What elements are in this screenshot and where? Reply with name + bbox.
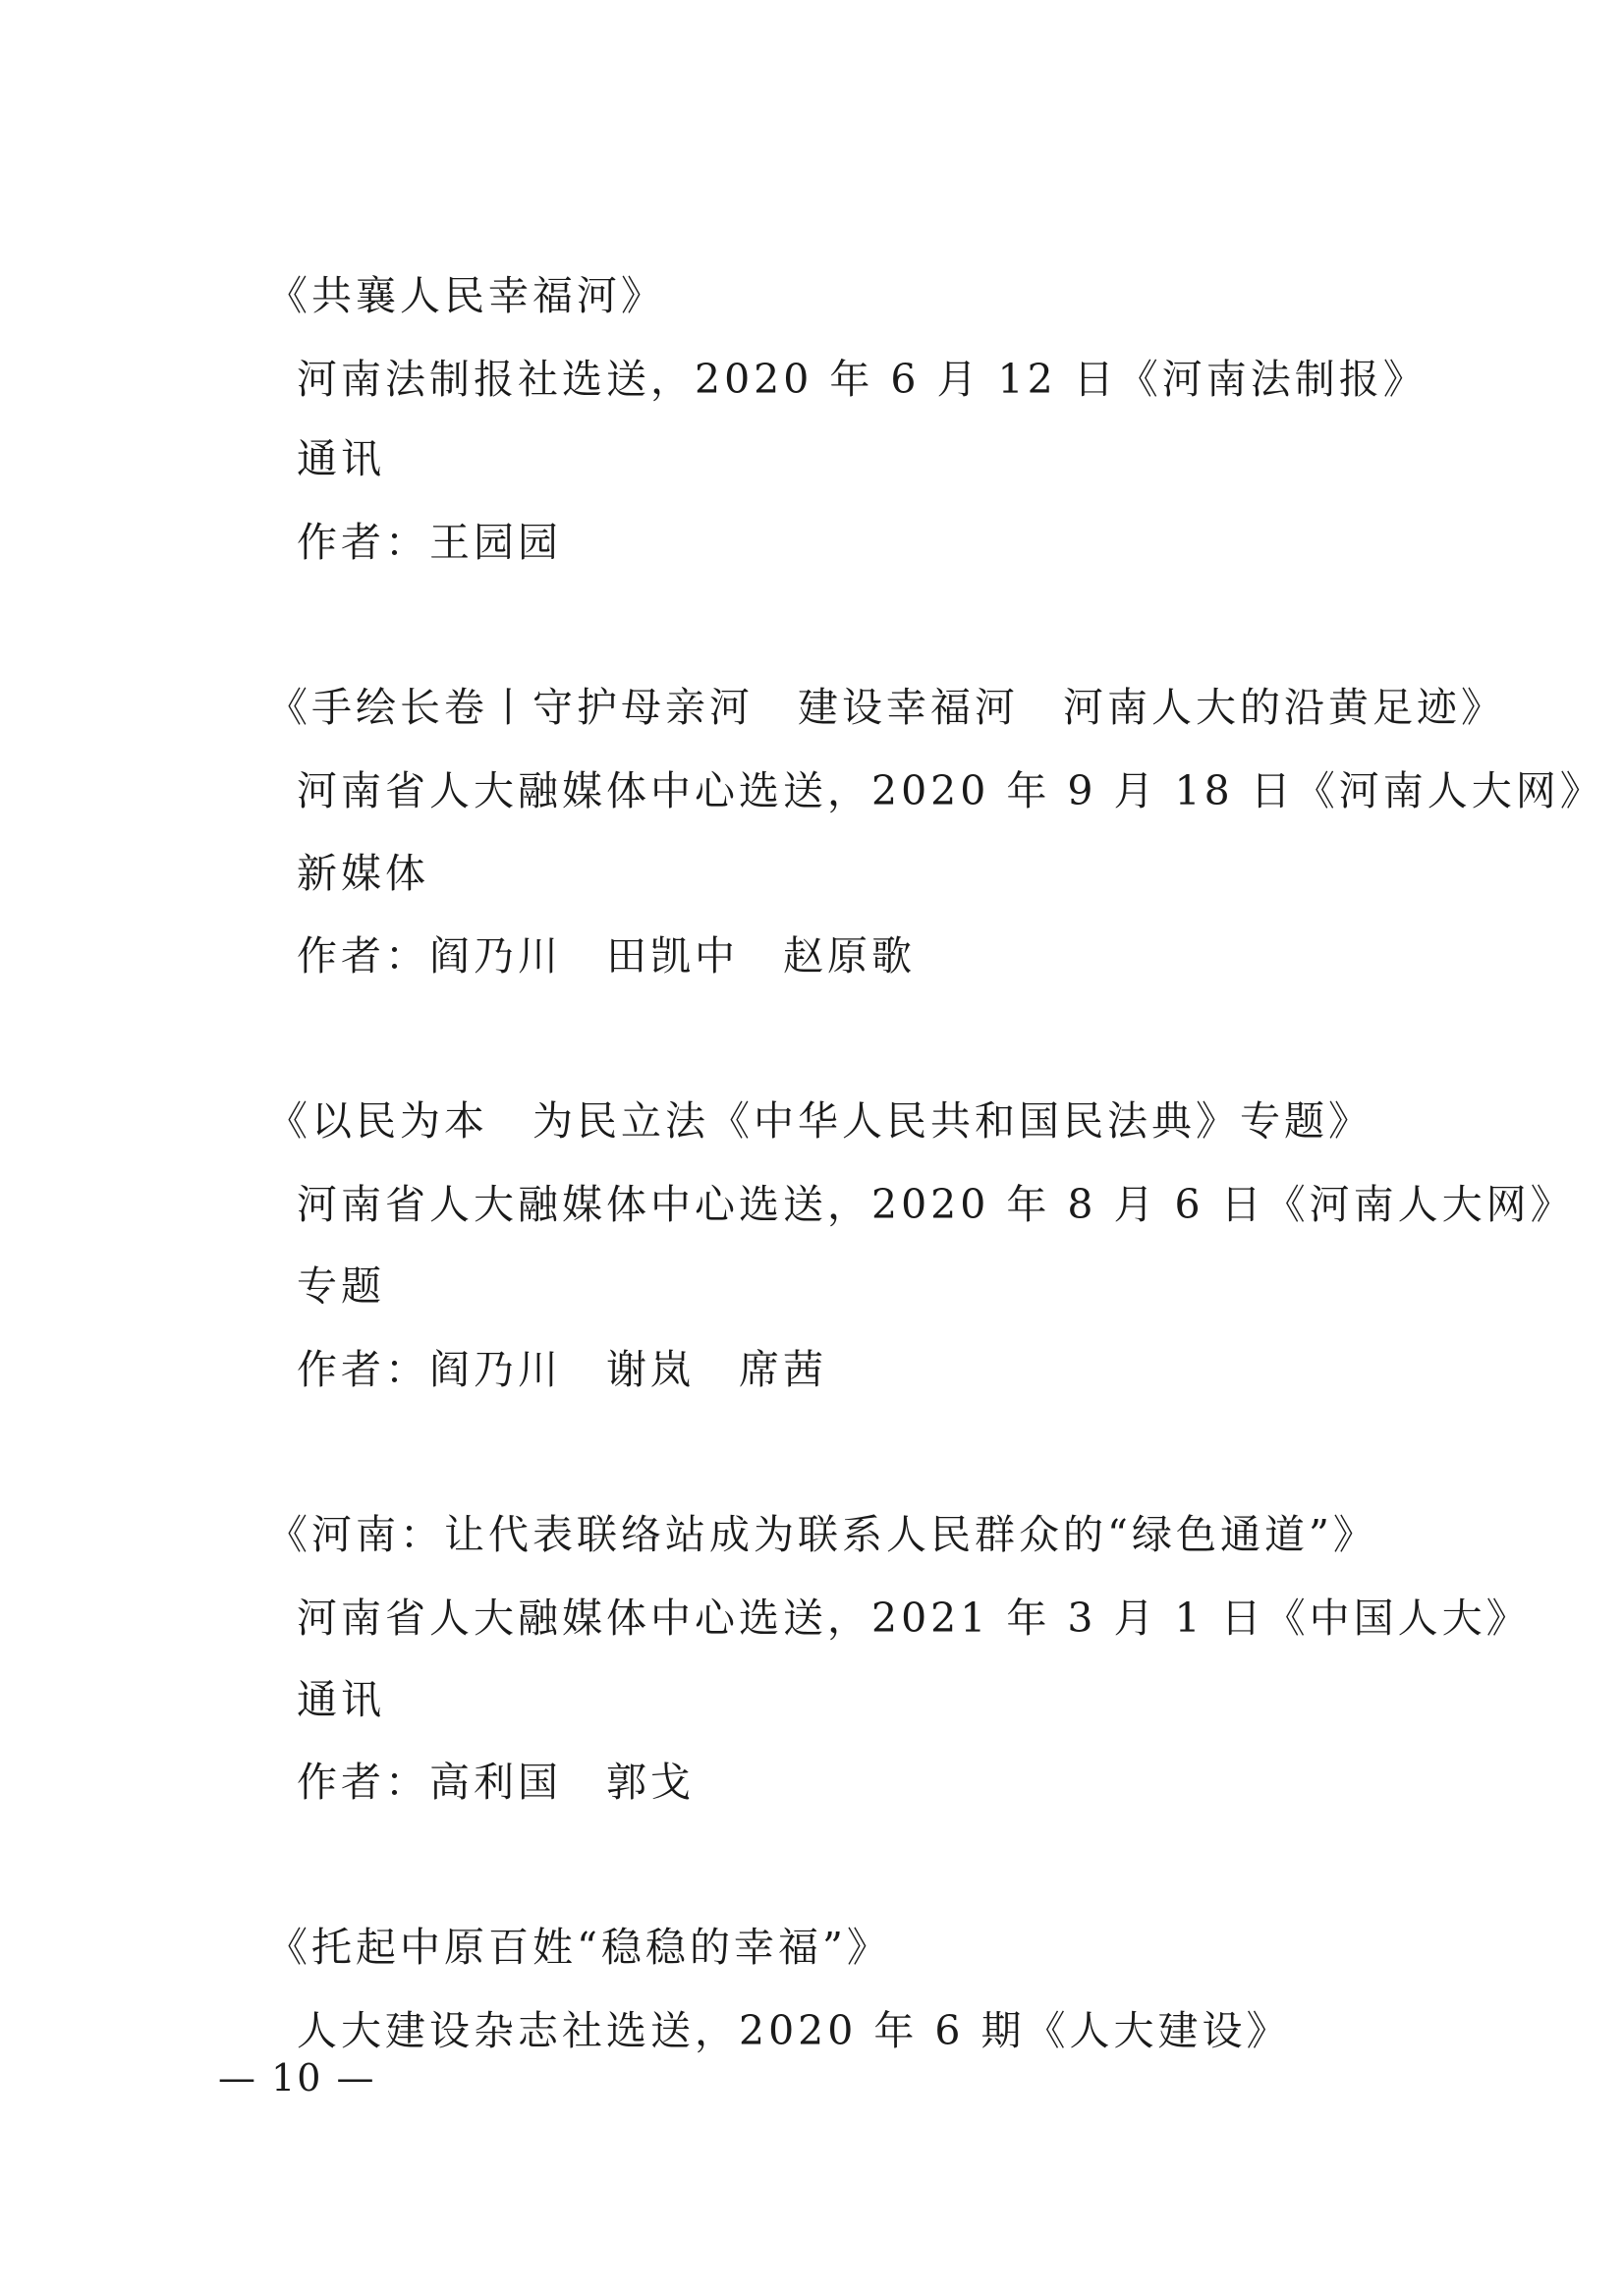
entry-authors: 作者：王园园 [297, 519, 562, 566]
entry-title: 《手绘长卷丨守护母亲河 建设幸福河 河南人大的沿黄足迹》 [267, 684, 1505, 731]
entry-source: 河南法制报社选送，2020 年 6 月 12 日《河南法制报》 [297, 356, 1428, 403]
entry-title: 《共襄人民幸福河》 [267, 272, 665, 319]
entry-source: 河南省人大融媒体中心选送，2020 年 8 月 6 日《河南人大网》 [297, 1181, 1575, 1228]
entry-category: 通讯 [297, 1676, 385, 1723]
entry-category: 新媒体 [297, 850, 429, 897]
entry-title: 《以民为本 为民立法《中华人民共和国民法典》专题》 [267, 1097, 1372, 1145]
entry-source: 河南省人大融媒体中心选送，2021 年 3 月 1 日《中国人大》 [297, 1595, 1531, 1642]
entry-authors: 作者：高利国 郭戈 [297, 1759, 695, 1806]
entry-title: 《河南：让代表联络站成为联系人民群众的“绿色通道”》 [267, 1511, 1377, 1558]
entry-category: 通讯 [297, 435, 385, 482]
page-number: — 10 — [218, 2056, 376, 2099]
entry-authors: 作者：阎乃川 田凯中 赵原歌 [297, 932, 916, 980]
entry-source: 人大建设杂志社选送，2020 年 6 期《人大建设》 [297, 2007, 1291, 2054]
entry-category: 专题 [297, 1262, 385, 1310]
entry-title: 《托起中原百姓“稳稳的幸福”》 [267, 1924, 891, 1971]
entry-source: 河南省人大融媒体中心选送，2020 年 9 月 18 日《河南人大网》 [297, 767, 1604, 814]
entry-authors: 作者：阎乃川 谢岚 席茜 [297, 1346, 827, 1393]
